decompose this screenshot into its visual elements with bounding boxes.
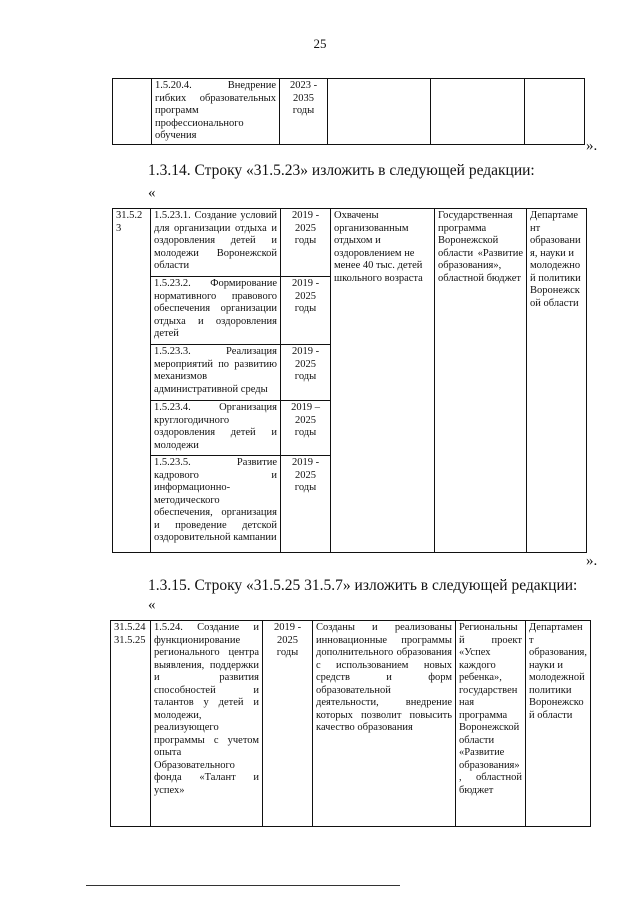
measure-cell: 1.5.23.5. Развитие кадрового и информационно-методического обеспечения, организация и проведение детской оздоровительной кампании bbox=[151, 456, 281, 553]
opening-quote: « bbox=[148, 185, 156, 201]
top-table bbox=[112, 78, 585, 145]
executor-cell: Департамент образования, науки и молодежной политики Воронежской области bbox=[526, 621, 591, 827]
period-cell: 2019 - 2025 годы bbox=[281, 277, 331, 345]
measure-cell: 1.5.23.3. Реализация мероприятий по развитию механизмов административной среды bbox=[151, 345, 281, 401]
opening-quote: « bbox=[148, 597, 156, 613]
measure-cell: 1.5.23.4. Организация круглогодичного оздоровления детей и молодежи bbox=[151, 401, 281, 456]
section-heading: 1.3.14. Строку «31.5.23» изложить в следующей редакции: bbox=[148, 162, 535, 179]
measure-cell: 1.5.20.4. Внедрение гибких образовательных программ профессионального обучения bbox=[152, 79, 280, 145]
code-cell: 31.5.24 31.5.25 bbox=[111, 621, 151, 827]
period-cell: 2019 - 2025 годы bbox=[263, 621, 313, 827]
table-row bbox=[113, 79, 585, 145]
table-31-5-25 bbox=[110, 620, 591, 827]
measure-cell: 1.5.23.2. Формирование нормативного правового обеспечения организации отдыха и оздоровления детей bbox=[151, 277, 281, 345]
code-cell: 31.5.23 bbox=[113, 209, 151, 553]
result-cell bbox=[328, 79, 431, 145]
page-number: 25 bbox=[313, 36, 327, 51]
source-cell: Региональный проект «Успех каждого ребенка», государственная программа Воронежской области «Развитие образования», областной бюджет bbox=[456, 621, 526, 827]
measure-cell: 1.5.24. Создание и функционирование регионального центра выявления, поддержки и развития способностей и талантов у детей и молодежи, реализующего программы с учетом опыта Образовательного фонда «Талант и успех» bbox=[151, 621, 263, 827]
period-cell: 2019 – 2025 годы bbox=[281, 401, 331, 456]
source-cell: Государственная программа Воронежской области «Развитие образования», областной бюджет bbox=[435, 209, 527, 553]
code-cell bbox=[113, 79, 152, 145]
period-cell: 2019 - 2025 годы bbox=[281, 456, 331, 553]
table-row bbox=[111, 621, 591, 827]
footer-divider bbox=[86, 885, 400, 886]
closing-quote: ». bbox=[586, 138, 598, 154]
closing-quote: ». bbox=[586, 553, 598, 569]
period-cell: 2023 - 2035 годы bbox=[280, 79, 328, 145]
measure-cell: 1.5.23.1. Создание условий для организации отдыха и оздоровления детей и молодежи Воронежской области bbox=[151, 209, 281, 277]
result-cell: Созданы и реализованы инновационные программы дополнительного образования с использованием новых средств и форм образовательной деятельности, внедрение которых позволит повысить качество образования bbox=[313, 621, 456, 827]
executor-cell: Департамент образования, науки и молодежной политики Воронежской области bbox=[527, 209, 587, 553]
table-31-5-23 bbox=[112, 208, 587, 553]
executor-cell bbox=[525, 79, 585, 145]
result-cell: Охвачены организованным отдыхом и оздоровлением не менее 40 тыс. детей школьного возраста bbox=[331, 209, 435, 553]
source-cell bbox=[431, 79, 525, 145]
period-cell: 2019 - 2025 годы bbox=[281, 345, 331, 401]
section-heading: 1.3.15. Строку «31.5.25 31.5.7» изложить в следующей редакции: bbox=[148, 577, 578, 594]
period-cell: 2019 - 2025 годы bbox=[281, 209, 331, 277]
table-row bbox=[113, 209, 587, 277]
